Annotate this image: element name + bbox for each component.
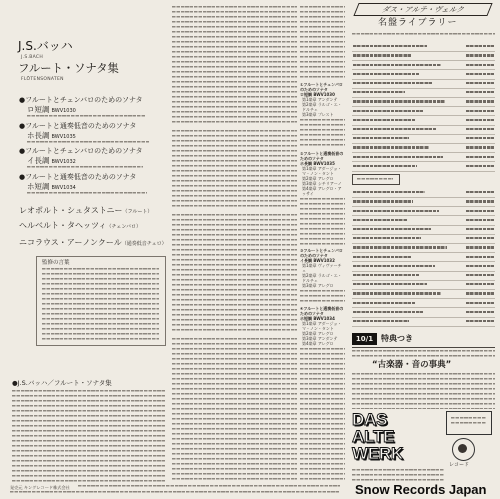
movement: 第1楽章 アダージョ・マ・ノン・タント [302,166,342,176]
catalog-row-code [466,302,494,304]
catalog-row-code [466,283,494,285]
commentary-text [172,130,297,210]
work-bwv: BWV1030 [51,108,76,114]
catalog-row-code [466,45,494,47]
catalog-row-code [466,200,494,202]
performer-name: ヘルベルト・タヘッツィ [19,221,107,230]
series-banner [353,3,492,16]
performer-role: （フルート） [122,209,153,215]
catalog-row-title [353,45,427,47]
catalog-row-title [353,165,417,167]
catalog-row-title [353,210,439,212]
work-bwv: BWV1035 [51,134,76,140]
catalog-row [352,162,495,172]
catalog-row-code [466,265,494,267]
logo-line: DAS [352,410,388,429]
commentary-text [300,198,345,246]
commentary-text [172,6,297,126]
catalog-row-title [353,54,411,56]
performer-role: （通奏低音チェロ） [121,241,167,247]
catalog-row-code [466,274,494,276]
supervisor-note-box [36,256,166,346]
section-key: イ長調 BWV1032 [300,258,335,263]
essay-text [12,390,165,482]
logo-line: WERK [352,444,404,463]
catalog-row-code [466,246,494,248]
catalog-row-title [353,256,411,258]
catalog-row-title [353,265,435,267]
movement: 第2楽章 ラルゴ・エ・ドルチェ [302,102,342,112]
catalog-row-title [353,292,441,294]
movement: 第2楽章 アレグロ [302,176,334,181]
catalog-row-code [466,146,494,148]
label-mark-text [451,417,486,427]
record-logo-icon [452,438,475,461]
catalog-row-code [466,110,494,112]
catalog-row-code [466,165,494,167]
catalog-row-code [466,73,494,75]
essay-heading: ●J.S.バッハ／フルート・ソナタ集 [12,379,112,387]
work-bwv: BWV1032 [51,159,76,165]
performer-name: ニコラウス・アーノンクール [19,238,122,247]
catalog-row-title [353,200,413,202]
catalog-row-title [353,110,423,112]
catalog-row-title [353,246,447,248]
promo-text [352,350,495,359]
catalog-row-code [466,64,494,66]
rental-notice-text [352,469,444,481]
movement: 第3楽章 シチリアーノ [302,181,342,186]
catalog-row-code [466,91,494,93]
work-key-name: ホ短調 [27,182,50,191]
composer-latin-name: J.S.BACH [21,55,44,60]
catalog-row-code [466,191,494,193]
catalog-row-title [353,283,427,285]
movement: 第4楽章 アレグロ・アッサイ [302,186,342,196]
logo-line: ALTE [352,427,395,446]
movement: 第3楽章 アレグロ [302,283,334,288]
catalog-row-title [353,82,433,84]
promo-text [352,373,495,409]
movement: 第1楽章 アンダンテ [302,97,338,102]
catalog-row-title [353,64,441,66]
movement: 第1楽章 ヴィヴァーチェ [302,263,342,273]
work-key-name: ホ長調 [27,131,50,140]
work-item [19,147,167,172]
watermark: Snow Records Japan [355,482,487,497]
catalog-row-code [466,228,494,230]
publisher-credit: 発売元 キングレコード株式会社 [10,485,70,490]
series-subtitle: 名盤ライブラリー [378,18,458,28]
catalog-intro-text [352,33,495,37]
catalog-row-title [353,100,445,102]
commentary-text [300,290,345,304]
movement: 第3楽章 プレスト [302,112,334,117]
catalog-row-title [353,73,419,75]
section-title: ①フルートとチェンバロのためのソナタ [300,82,343,92]
catalog-row-code [466,320,494,322]
commentary-text [172,214,297,334]
work-item [19,122,167,147]
catalog-row-title [353,191,425,193]
performer [19,206,152,217]
performer [19,238,167,249]
catalog-row-code [466,128,494,130]
catalog-row-code [466,292,494,294]
catalog-row-code [466,210,494,212]
catalog-row-title [353,320,409,322]
catalog-row-code [466,119,494,121]
catalog-row-title [353,146,429,148]
commentary-text [172,338,297,482]
work-title: ●フルートと通奏低音のためのソナタ [19,122,137,130]
work-commentary-section [300,304,345,348]
performer-role: （チェンバロ） [106,224,142,230]
work-title: ●フルートと通奏低音のためのソナタ [19,173,137,181]
catalog-row-title [353,237,421,239]
work-commentary-section [300,80,345,119]
work-bwv: BWV1034 [51,185,76,191]
promo-gift-title: “古楽器・音の事典” [372,360,452,370]
work-subtitle-text [27,166,143,171]
footer-text [78,485,340,489]
work-commentary-section [300,149,345,198]
section-title: ④フルートと通奏低音のためのソナタ [300,306,344,316]
das-alte-werk-logo [352,411,403,462]
promo-date-badge: 10/1 [352,333,377,345]
work-subtitle-text [27,115,145,120]
performer-name: レオポルト・シュタストニー [19,206,123,215]
work-title: ●フルートとチェンバロのためのソナタ [19,96,143,104]
work-item [19,96,167,121]
catalog-row-code [466,137,494,139]
catalog-row-title [353,219,407,221]
series-title: ダス・アルテ・ヴェルク [381,5,465,14]
commentary-text [300,119,345,149]
catalog-row-title [353,137,409,139]
album-title: フルート・ソナタ集 [18,61,119,75]
section-key: ロ短調 BWV1030 [300,92,335,97]
movement: 第4楽章 アレグロ [302,341,334,346]
work-commentary-column [300,6,345,482]
catalog-subheading-text [357,178,393,181]
supervisor-note-title: 監修の言葉 [42,260,70,266]
promo-divider [352,347,495,348]
movement: 第3楽章 アンダンテ [302,336,338,341]
catalog-row-code [466,82,494,84]
album-title-german: FLÖTENSONATEN [21,77,64,82]
section-key: ホ短調 BWV1034 [300,316,335,321]
movement: 第2楽章 アレグロ [302,331,334,336]
promo-label: 特典つき [381,334,413,343]
catalog-row-code [466,311,494,313]
catalog-row-code [466,256,494,258]
catalog-row-code [466,100,494,102]
label-mark-box [446,411,492,435]
catalog-row-code [466,54,494,56]
movement: 第2楽章 ラルゴ・エ・ドルチェ [302,273,342,283]
catalog-row-title [353,274,419,276]
catalog-row-title [353,302,415,304]
section-title: ③フルートとチェンバロのためのソナタ [300,248,343,258]
record-logo-text: レコード [449,462,470,468]
footer-text [10,491,340,495]
catalog-row-code [466,219,494,221]
movement: 第1楽章 アダージョ・マ・ノン・タント [302,321,342,331]
catalog-row-title [353,228,431,230]
catalog-row [352,317,495,327]
supervisor-note-text [42,268,159,341]
work-title: ●フルートとチェンバロのためのソナタ [19,147,143,155]
section-key: ホ長調 BWV1035 [300,161,335,166]
commentary-text [300,348,345,482]
work-item [19,173,167,198]
section-title: ②フルートと通奏低音のためのソナタ [300,151,344,161]
catalog-row-title [353,128,437,130]
catalog-row-title [353,119,415,121]
commentary-text [300,6,345,80]
work-key-name: ロ短調 [27,105,50,114]
catalog-row-code [466,237,494,239]
catalog-subheading [352,174,400,185]
work-subtitle-text [27,141,149,146]
catalog-row-title [353,91,405,93]
work-subtitle-text [27,192,147,197]
catalog-row-code [466,156,494,158]
performer [19,221,141,232]
work-commentary-section [300,246,345,290]
composer-name: J.S.バッハ [18,39,73,53]
catalog-row-title [353,156,443,158]
work-key-name: イ長調 [27,156,50,165]
catalog-row-title [353,311,423,313]
